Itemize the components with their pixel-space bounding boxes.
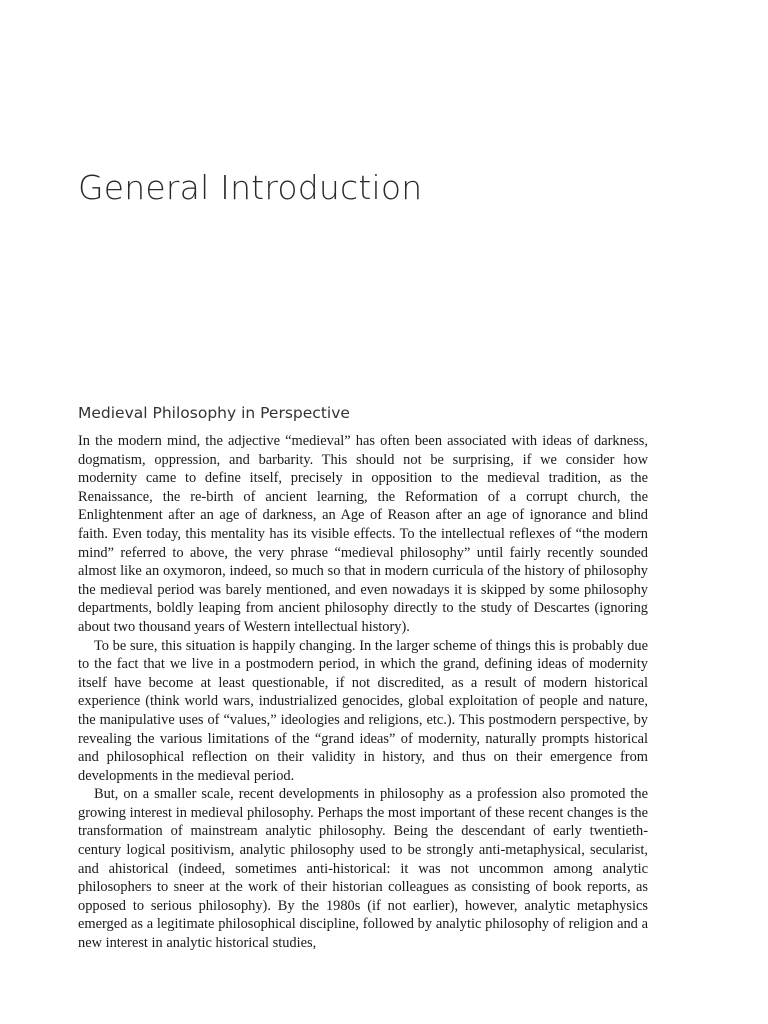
body-text	[78, 432, 648, 953]
chapter-title: General Introduction	[78, 168, 423, 207]
paragraph-2: To be sure, this situation is happily changing. In the larger scheme of things this is probably due to the fact that we live in a postmodern period, in which the grand, defining ideas of modernity itself have become at least questionable, if not discredited, as a result of modern historical experience (think world wars, industrialized genocides, global exploitation of people and nature, the manipulative uses of “values,” ideologies and religions, etc.). This postmodern perspective, by revealing the various limitations of the “grand ideas” of modernity, naturally prompts historical and philosophical reflection on their validity in history, and thus on their emergence from developments in the medieval period.	[78, 637, 648, 784]
section-heading: Medieval Philosophy in Perspective	[78, 404, 350, 422]
paragraph-3: But, on a smaller scale, recent developments in philosophy as a profession also promoted the growing interest in medieval philosophy. Perhaps the most important of these recent changes is the transformation of mainstream analytic philosophy. Being the descendant of early twentieth-century logical positivism, analytic philosophy used to be strongly anti-metaphysical, secularist, and ahistorical (indeed, sometimes anti-historical: it was not uncommon among analytic philosophers to sneer at the work of their historian colleagues as consisting of book reports, as opposed to serious philosophy). By the 1980s (if not earlier), however, analytic metaphysics emerged as a legitimate philosophical discipline, followed by analytic philosophy of religion and a new interest in analytic historical studies,	[78, 786, 648, 952]
paragraph-1: In the modern mind, the adjective “medieval” has often been associated with ideas of darkness, dogmatism, oppression, and barbarity. This should not be surprising, if we consider how modernity came to define itself, precisely in opposition to the medieval tradition, as the Renaissance, the re-birth of ancient learning, the Reformation of a corrupt church, the Enlightenment after an age of darkness, an Age of Reason after an age of ignorance and blind faith. Even today, this mentality has its visible effects. To the intellectual reflexes of “the modern mind” referred to above, the very phrase “medieval philosophy” until fairly recently sounded almost like an oxymoron, indeed, so much so that in modern curricula of the history of philosophy the medieval period was barely mentioned, and even nowadays it is skipped by some philosophy departments, boldly leaping from ancient philosophy directly to the study of Descartes (ignoring about two thousand years of Western intellectual history).	[78, 433, 648, 635]
